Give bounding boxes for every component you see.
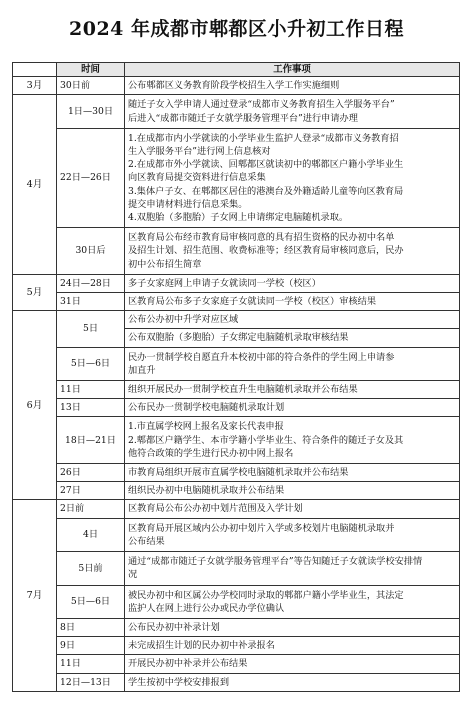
table-row [13,311,460,329]
task-line: 公布公办初中升学对应区域 [128,314,239,326]
table-row [13,655,460,673]
date-cell: 30日前 [57,77,125,95]
task-cell [125,347,460,380]
task-line: 区教育局公布经市教育局审核同意的具有招生资格的民办初中名单 [128,232,395,244]
header-month-cell [13,63,57,77]
table-row [13,673,460,691]
task-line: 1.在成都市内小学就读的小学毕业生监护人登录“成都市义务教育招 [128,132,399,144]
task-line: 提交申请材料进行信息采集。 [128,198,248,210]
schedule-table [12,62,460,692]
task-line: 通过“成都市随迁子女就学服务管理平台”等告知随迁子女就读学校安排情 [128,556,423,568]
date-cell: 5日—6日 [57,585,125,618]
task-cell [125,128,460,227]
table-row [13,77,460,95]
task-line: 初中公布招生简章 [128,258,202,270]
task-line: 3.集体户子女、在郫都区居住的港澳台及外籍适龄儿童等向区教育局 [128,185,404,197]
date-cell: 24日—28日 [57,274,125,292]
task-cell [125,381,460,399]
task-line: 况 [128,569,138,581]
task-line: 及招生计划、招生范围、收费标准等；经区教育局审核同意后，民办 [128,245,404,257]
date-cell: 12日—13日 [57,673,125,691]
date-cell: 26日 [57,464,125,482]
table-row [13,552,460,585]
task-line: 公布民办初中补录计划 [128,621,220,633]
task-cell [125,228,460,275]
table-row [13,618,460,636]
date-cell: 9日 [57,637,125,655]
task-line: 向区教育局提交资料进行信息采集 [128,172,266,184]
task-cell [125,482,460,500]
date-cell: 1日—30日 [57,95,125,128]
task-cell [125,293,460,311]
table-header-row [13,63,460,77]
task-cell [125,552,460,585]
schedule-body [13,77,460,692]
header-time: 时间 [57,63,125,77]
task-line: 区教育局开展区域内公办初中划片入学或多校划片电脑随机录取并 [128,522,395,534]
task-line: 组织民办初中电脑随机录取并公布结果 [128,485,285,497]
table-row [13,274,460,292]
task-line: 加直升 [128,364,156,376]
task-line: 开展民办初中补录并公布结果 [128,658,248,670]
table-row [13,482,460,500]
task-line: 民办一贯制学校自愿直升本校初中部的符合条件的学生网上申请参 [128,351,395,363]
task-line: 被民办初中和区属公办学校同时录取的郫都户籍小学毕业生，其法定 [128,589,404,601]
task-cell [125,329,460,347]
date-cell: 2日前 [57,500,125,518]
task-line: 学生按初中学校安排报到 [128,676,230,688]
date-cell: 11日 [57,655,125,673]
task-cell [125,417,460,464]
task-line: 公布民办一贯制学校电脑随机录取计划 [128,402,285,414]
task-line: 区教育局公布公办初中划片范围及入学计划 [128,503,303,515]
table-row [13,518,460,551]
table-row [13,417,460,464]
date-cell: 30日后 [57,228,125,275]
task-line: 公布双胞胎（多胞胎）子女绑定电脑随机录取审核结果 [128,332,349,344]
header-task: 工作事项 [125,63,460,77]
task-cell [125,464,460,482]
task-line: 他符合政策的学生进行民办初中网上报名 [128,447,294,459]
date-cell: 5日 [57,311,125,347]
date-cell: 5日—6日 [57,347,125,380]
task-cell [125,500,460,518]
table-row [13,293,460,311]
month-cell: 6月 [13,311,57,500]
table-row [13,464,460,482]
table-row [13,347,460,380]
task-line: 生入学服务平台”进行网上信息核对 [128,146,271,158]
task-line: 随迁子女入学申请人通过登录“成都市义务教育招生入学服务平台” [128,99,395,111]
date-cell: 4日 [57,518,125,551]
date-cell: 18日—21日 [57,417,125,464]
month-cell: 7月 [13,500,57,691]
task-cell [125,77,460,95]
date-cell: 8日 [57,618,125,636]
task-cell [125,95,460,128]
task-cell [125,311,460,329]
table-row [13,381,460,399]
task-line: 4.双胞胎（多胞胎）子女网上申请绑定电脑随机录取。 [128,212,349,224]
task-line: 市教育局组织开展市直属学校电脑随机录取并公布结果 [128,467,349,479]
task-line: 后进入“成都市随迁子女就学服务管理平台”进行申请办理 [128,112,358,124]
table-row [13,500,460,518]
task-line: 监护人在网上进行公办或民办学位确认 [128,602,285,614]
table-row [13,637,460,655]
task-cell [125,637,460,655]
table-row [13,95,460,128]
table-row [13,228,460,275]
task-cell [125,274,460,292]
task-line: 区教育局公布多子女家庭子女就读同一学校（校区）审核结果 [128,296,377,308]
date-cell: 5日前 [57,552,125,585]
task-line: 多子女家庭网上申请子女就读同一学校（校区） [128,277,321,289]
task-cell [125,585,460,618]
table-row [13,585,460,618]
task-cell [125,655,460,673]
document-title: 2024 年成都市郫都区小升初工作日程 [69,18,404,40]
date-cell: 31日 [57,293,125,311]
month-cell: 5月 [13,274,57,310]
task-line: 1.市直属学校网上报名及家长代表申报 [128,421,284,433]
task-cell [125,673,460,691]
month-cell: 3月 [13,77,57,95]
task-line: 2.在成都市外小学就读、回郫都区就读初中的郫都区户籍小学毕业生 [128,159,404,171]
month-cell: 4月 [13,95,57,274]
task-line: 组织开展民办一贯制学校直升生电脑随机录取并公布结果 [128,384,358,396]
task-line: 2.郫都区户籍学生、本市学籍小学毕业生、符合条件的随迁子女及其 [128,434,404,446]
date-cell: 13日 [57,399,125,417]
task-line: 公布郫都区义务教育阶段学校招生入学工作实施细则 [128,80,340,92]
date-cell: 11日 [57,381,125,399]
task-cell [125,518,460,551]
task-cell [125,399,460,417]
task-line: 公布结果 [128,535,165,547]
task-cell [125,618,460,636]
task-line: 未完成招生计划的民办初中补录报名 [128,640,275,652]
date-cell: 27日 [57,482,125,500]
table-row [13,128,460,227]
table-row [13,399,460,417]
date-cell: 22日—26日 [57,128,125,227]
